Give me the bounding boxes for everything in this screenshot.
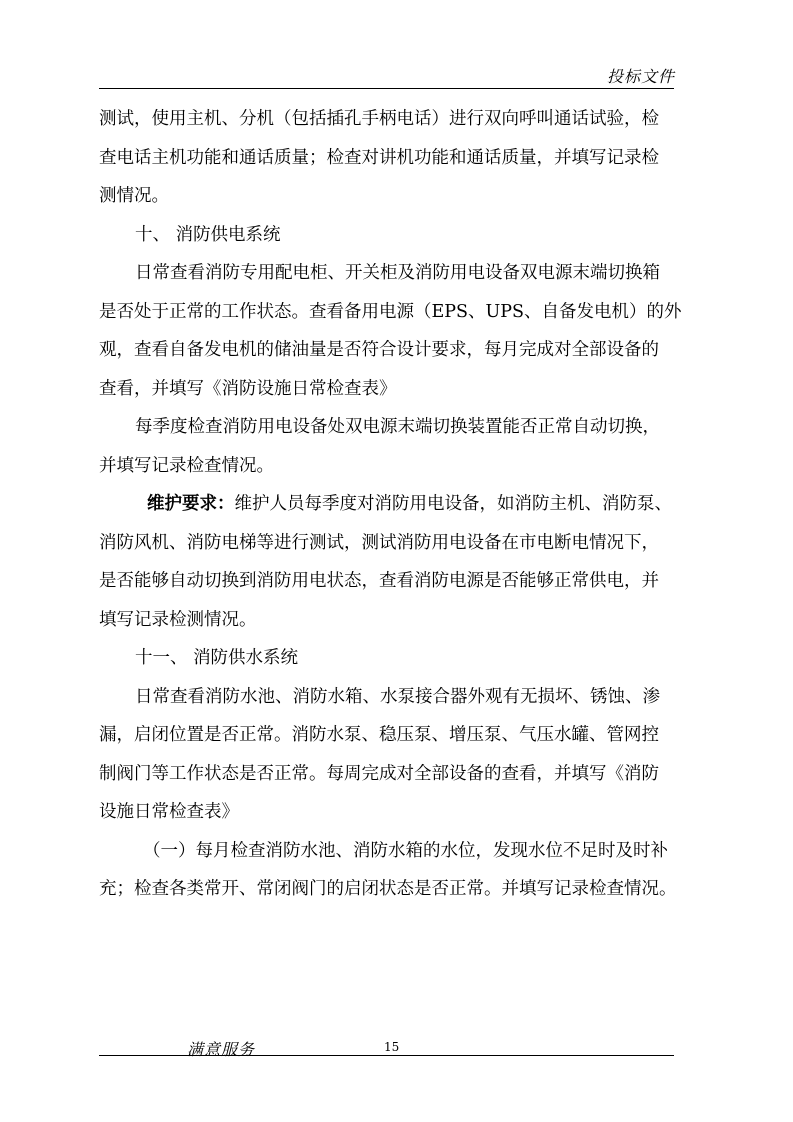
- text-line: 测情况。: [99, 186, 169, 206]
- text-line: 观，查看自备发电机的储油量是否符合设计要求，每月完成对全部设备的: [99, 340, 659, 360]
- text-line: 每季度检查消防用电设备处双电源末端切换装置能否正常自动切换，: [135, 417, 660, 437]
- text-line: 查看，并填写《消防设施日常检查表》: [99, 378, 397, 399]
- text-line: 充；检查各类常开、常闭阀门的启闭状态是否正常。并填写记录检查情况。: [99, 879, 677, 899]
- paragraph-2: [99, 254, 697, 408]
- text-line: 并填写记录检查情况。: [99, 455, 274, 476]
- text-line: 消防风机、消防电梯等进行测试，测试消防用电设备在市电断电情况下，: [99, 532, 659, 553]
- text-line: 日常查看消防水池、消防水箱、水泵接合器外观有无损坏、锈蚀、渗: [135, 686, 660, 707]
- text-line: 制阀门等工作状态是否正常。每周完成对全部设备的查看，并填写《消防: [99, 763, 659, 784]
- paragraph-3: [99, 408, 697, 485]
- text-line: [99, 485, 697, 524]
- page-number: 15: [384, 1040, 400, 1054]
- paragraph-4: [99, 485, 697, 639]
- maintenance-label: 维护要求：: [147, 494, 235, 514]
- text-line: 设施日常检查表》: [99, 802, 239, 822]
- text-line: 是否处于正常的工作状态。查看备用电源（EPS、UPS、自备发电机）的外: [99, 301, 682, 322]
- text-line: 日常查看消防专用配电柜、开关柜及消防用电设备双电源末端切换箱: [135, 263, 660, 283]
- paragraph-5: [99, 678, 697, 832]
- text-line: 测试，使用主机、分机（包括插孔手柄电话）进行双向呼叫通话试验，检: [99, 109, 659, 129]
- text-line: 是否能够自动切换到消防用电状态，查看消防电源是否能够正常供电，并: [99, 571, 659, 591]
- header-title: 投标文件: [606, 67, 675, 86]
- text-line: 查电话主机功能和通话质量；检查对讲机功能和通话质量，并填写记录检: [99, 147, 659, 168]
- section-heading-10: 十、 消防供电系统: [135, 224, 281, 245]
- footer-slogan: 满意服务: [187, 1040, 256, 1059]
- text-line: （一）每月检查消防水池、消防水箱的水位，发现水位不足时及时补: [143, 840, 668, 861]
- text-line: 填写记录检测情况。: [99, 609, 257, 630]
- header-rule: [99, 88, 674, 89]
- document-body: [99, 100, 697, 909]
- footer-rule: [99, 1055, 674, 1056]
- paragraph-1: [99, 100, 697, 216]
- text-line: 漏，启闭位置是否正常。消防水泵、稳压泵、增压泵、气压水罐、管网控: [99, 725, 659, 745]
- text-span: 维护人员每季度对消防用电设备，如消防主机、消防泵、: [234, 494, 672, 514]
- section-heading-11: 十一、 消防供水系统: [135, 648, 299, 668]
- paragraph-6: [99, 832, 697, 909]
